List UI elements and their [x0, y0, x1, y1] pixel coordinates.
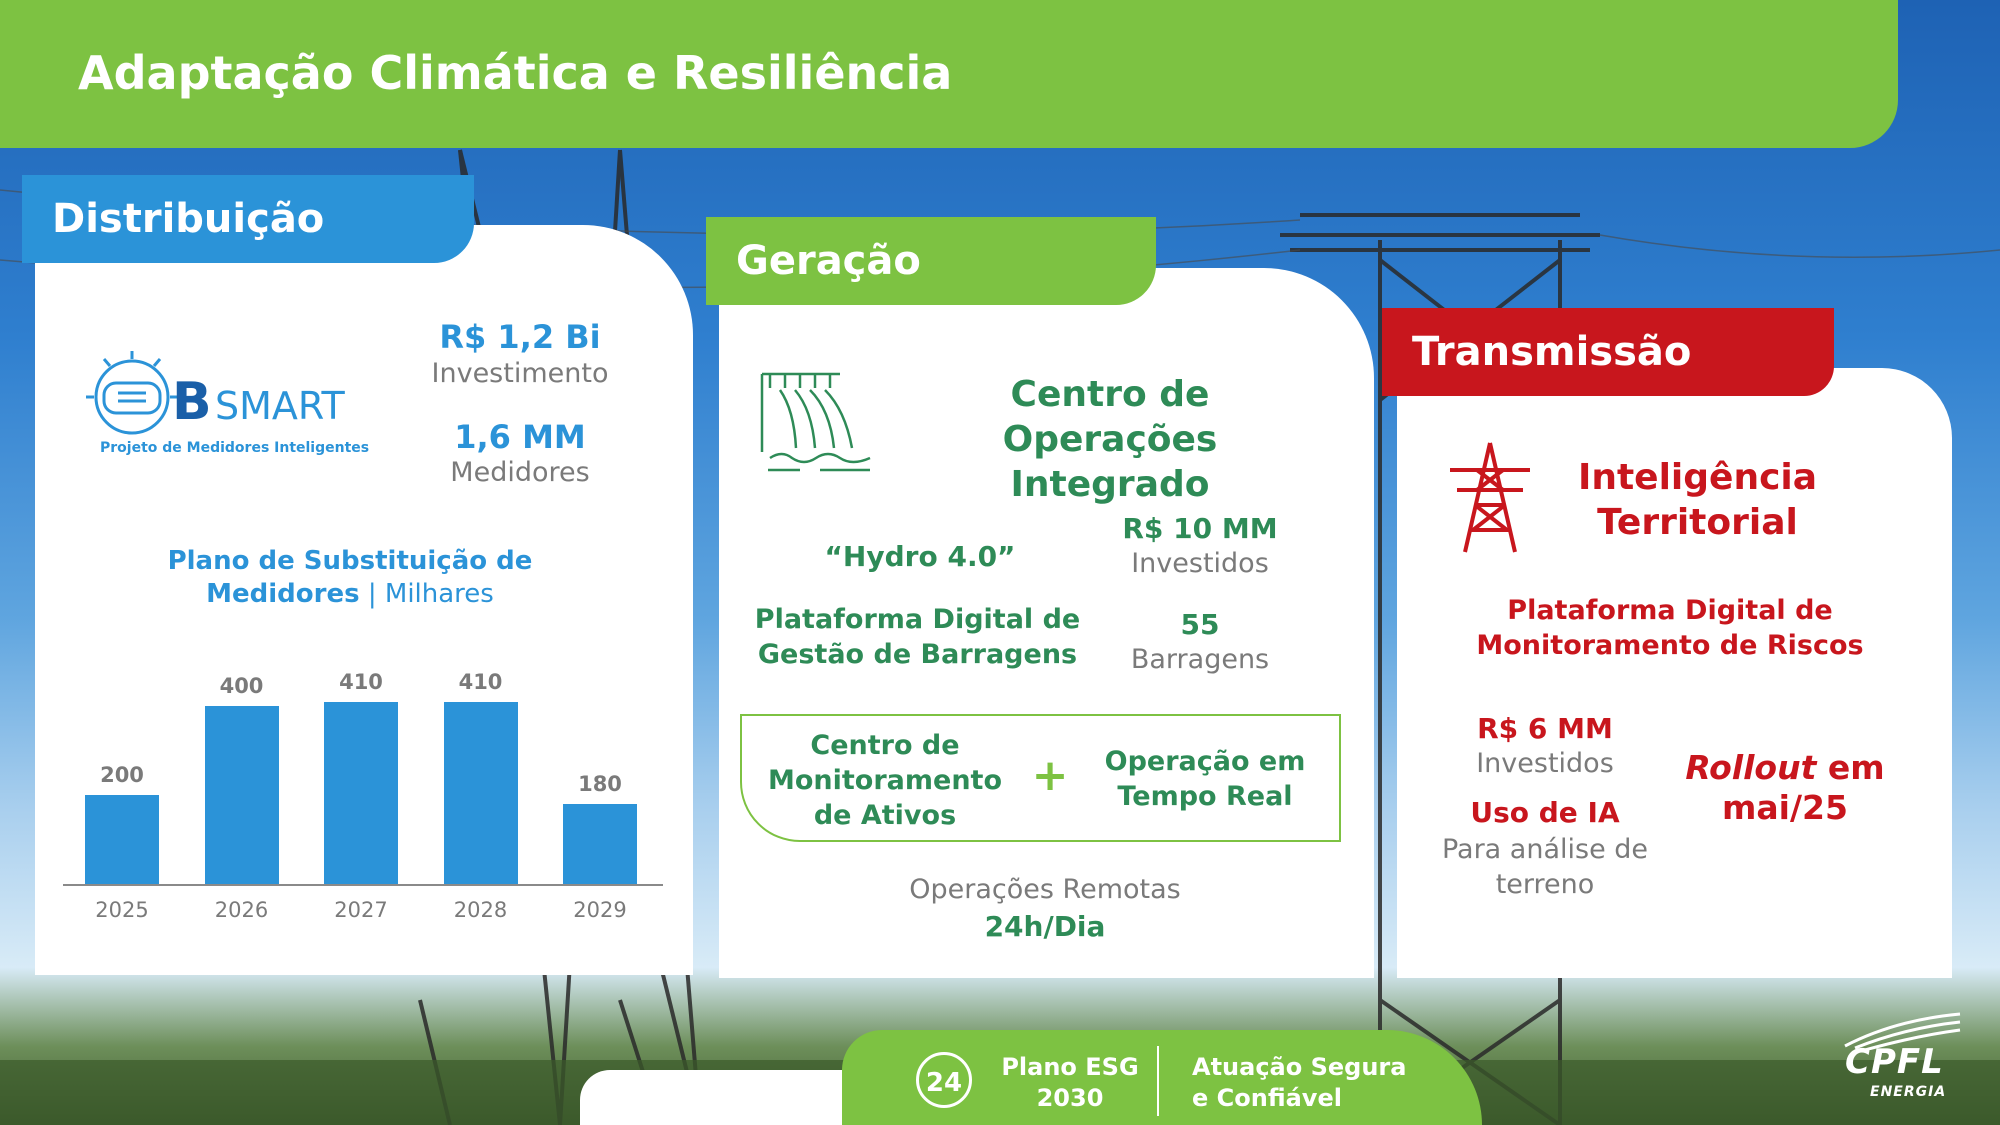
chart-title	[160, 545, 540, 611]
footer-divider	[1157, 1046, 1159, 1116]
distribuicao-tab: Distribuição	[22, 175, 474, 263]
dams-value: 55	[1180, 608, 1220, 641]
chart-data-label: 200	[100, 763, 144, 788]
footer-white-tab	[580, 1070, 880, 1125]
cpfl-logo-name: CPFL	[1845, 1042, 1944, 1082]
operations-center-title: Centro de Operações Integrado	[1002, 374, 1218, 505]
transmissao-investment-label: Investidos	[1476, 748, 1614, 779]
chart-x-tick-label: 2025	[95, 898, 149, 922]
chart-bar	[563, 804, 637, 884]
chart-bar	[205, 706, 279, 884]
investment-value: R$ 1,2 Bi	[439, 318, 601, 356]
chart-x-tick-label: 2028	[453, 898, 508, 922]
territorial-intelligence-title: Inteligência Territorial	[1577, 457, 1818, 543]
meters-value: 1,6 MM	[454, 418, 586, 456]
asset-monitoring-center: Centro de Monitoramento de Ativos	[767, 730, 1002, 831]
investment-label: Investimento	[431, 358, 609, 389]
page-title: Adaptação Climática e Resiliência	[78, 46, 953, 100]
cpfl-logo-sub: ENERGIA	[1870, 1084, 1947, 1100]
geracao-tab: Geração	[706, 217, 1156, 305]
transmissao-investment-value: R$ 6 MM	[1477, 712, 1613, 745]
meters-label: Medidores	[450, 457, 590, 488]
esg-plan-label: Plano ESG 2030	[1001, 1053, 1139, 1112]
chart-x-tick-label: 2026	[214, 898, 269, 922]
realtime-operation: Operação em Tempo Real	[1104, 746, 1306, 812]
geracao-investment-value: R$ 10 MM	[1122, 512, 1278, 545]
plus-sign: +	[1031, 750, 1069, 801]
risk-platform-label: Plataforma Digital de Monitoramento de Riscos	[1476, 595, 1864, 661]
chart-title-bold: Plano de Substituição de Medidores	[167, 546, 533, 609]
ai-usage-label: Para análise de terreno	[1441, 834, 1649, 900]
smart-meter-icon	[82, 345, 182, 440]
page-number: 24	[916, 1052, 972, 1108]
chart-bar	[324, 702, 398, 884]
ai-usage-value: Uso de IA	[1470, 796, 1620, 829]
bsmart-logo-word: SMART	[215, 384, 345, 428]
chart-x-tick-label: 2029	[573, 898, 627, 922]
bsmart-logo-subtitle: Projeto de Medidores Inteligentes	[100, 440, 370, 456]
chart-data-label: 410	[458, 669, 503, 694]
pillar-label: Atuação Segura e Confiável	[1192, 1053, 1407, 1112]
chart-title-separator: |	[367, 579, 377, 609]
rollout-rest: em	[1816, 748, 1885, 787]
remote-operations-value: 24h/Dia	[984, 910, 1106, 943]
rollout-date: mai/25	[1722, 788, 1848, 827]
bar-chart	[60, 660, 670, 940]
hydro-label: “Hydro 4.0”	[824, 540, 1016, 573]
chart-x-tick-label: 2027	[334, 898, 388, 922]
chart-data-label: 410	[339, 669, 383, 694]
rollout-italic: Rollout	[1685, 748, 1817, 787]
transmissao-tab: Transmissão	[1382, 308, 1834, 396]
transmission-tower-icon	[1445, 440, 1535, 555]
remote-operations-label: Operações Remotas	[909, 874, 1181, 905]
chart-baseline	[63, 884, 663, 886]
rollout-line	[1680, 748, 1890, 787]
chart-data-label: 180	[578, 772, 622, 796]
chart-title-unit: Milhares	[384, 579, 494, 609]
chart-bar	[85, 795, 159, 884]
dam-platform-label: Plataforma Digital de Gestão de Barragens	[754, 604, 1081, 670]
dams-label: Barragens	[1130, 644, 1270, 675]
chart-bar	[444, 702, 518, 884]
chart-data-label: 400	[219, 674, 264, 699]
hydro-dam-icon	[760, 370, 875, 475]
geracao-investment-label: Investidos	[1131, 548, 1269, 579]
bsmart-logo-letter: B	[172, 372, 212, 432]
